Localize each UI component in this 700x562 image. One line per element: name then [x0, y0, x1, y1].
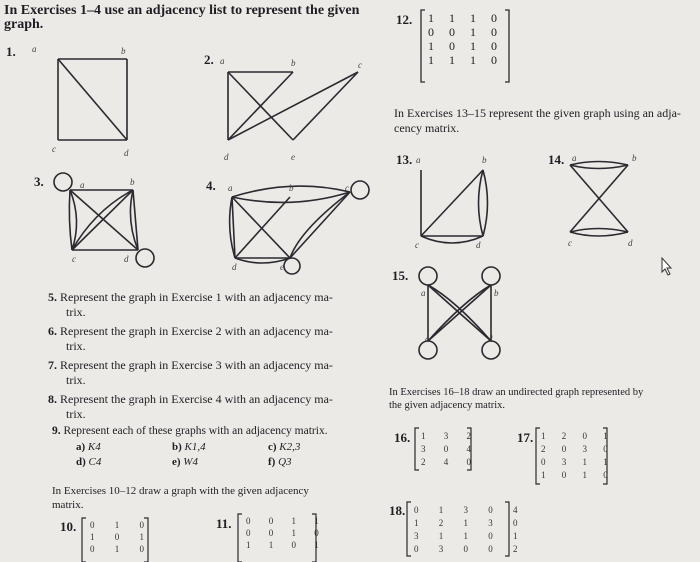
vertex-label-c: c [52, 144, 56, 154]
graph-exercise-14 [570, 162, 628, 237]
vertex-label-b: b [291, 58, 296, 68]
exercise-number-10: 10. [60, 519, 77, 534]
vertex-label-b: b [130, 177, 135, 187]
matrix-row: 1 2 0 1 [541, 431, 615, 441]
matrix-row: 2 0 3 0 [541, 444, 615, 454]
item-label: b) [172, 441, 182, 453]
graph-exercise-13 [421, 170, 488, 243]
matrix-row: 2 4 0 [421, 457, 479, 467]
vertex-label-d: d [488, 334, 493, 344]
exercise-6-cont: trix. [66, 339, 86, 353]
matrix-row: 0 0 1 1 [246, 516, 327, 526]
item-value: W4 [183, 456, 198, 468]
matrix-17 [541, 430, 615, 482]
vertex-label-c: c [425, 334, 429, 344]
vertex-label-e: e [280, 262, 284, 272]
section-heading-line2: graph. [4, 17, 44, 32]
matrix-10 [90, 519, 153, 555]
exercise-9 [52, 424, 328, 439]
exercise-8-text: Represent the graph in Exercise 4 with an adjacency ma- [60, 392, 333, 406]
exercise-number-17: 17. [517, 430, 534, 445]
exercise-number-12: 12. [396, 12, 413, 27]
matrix-11 [246, 515, 327, 551]
exercise-9-text: Represent each of these graphs with an adjacency matrix. [63, 425, 328, 437]
exercise-number-15: 15. [392, 268, 409, 283]
exercise-9-item-c [268, 440, 300, 455]
graph-exercise-4 [230, 181, 369, 274]
exercise-5-number: 5. [48, 290, 57, 304]
exercise-number-1: 1. [6, 44, 16, 59]
instruction-13-15-line1: In Exercises 13–15 represent the given graph using an adja- [394, 106, 681, 120]
item-label: a) [76, 441, 86, 453]
item-value: K2,3 [279, 441, 301, 453]
exercise-number-11: 11. [216, 516, 232, 531]
matrix-18 [414, 504, 527, 556]
matrix-row: 1 2 1 3 0 [414, 518, 527, 528]
item-value: K1,4 [184, 441, 206, 453]
matrix-12 [428, 11, 503, 67]
exercise-number-13: 13. [396, 152, 413, 167]
vertex-label-a: a [80, 180, 85, 190]
exercise-6-number: 6. [48, 324, 57, 338]
exercise-number-3: 3. [34, 174, 44, 189]
vertex-label-a: a [220, 56, 225, 66]
exercise-5-cont: trix. [66, 305, 86, 319]
exercise-7-text: Represent the graph in Exercise 3 with an adjacency ma- [60, 358, 333, 372]
matrix-row: 1 1 0 1 [246, 540, 327, 550]
matrix-row: 0 0 1 0 [428, 25, 503, 39]
matrix-row: 3 0 4 [421, 444, 479, 454]
item-value: K4 [87, 441, 101, 453]
exercise-number-16: 16. [394, 430, 411, 445]
matrix-row: 0 1 3 0 4 [414, 505, 527, 515]
instruction-10-12-line2: matrix. [52, 499, 84, 511]
vertex-label-d: d [628, 238, 633, 248]
exercise-number-2: 2. [204, 52, 214, 67]
exercise-8-cont: trix. [66, 407, 86, 421]
item-label: d) [76, 456, 86, 468]
vertex-label-c: c [415, 240, 419, 250]
matrix-row: 0 3 0 0 2 [414, 544, 527, 554]
exercise-9-number: 9. [52, 425, 61, 437]
exercise-9-item-f [268, 455, 292, 470]
exercise-6 [48, 324, 333, 339]
exercise-number-18: 18. [389, 503, 406, 518]
item-value: C4 [88, 456, 102, 468]
matrix-row: 0 1 0 [90, 544, 153, 554]
graph-exercise-15 [419, 267, 500, 359]
vertex-label-b: b [289, 183, 294, 193]
vertex-label-a: a [416, 155, 421, 165]
vertex-label-c: c [345, 183, 349, 193]
vertex-label-d: d [124, 148, 129, 158]
exercise-5-text: Represent the graph in Exercise 1 with an adjacency ma- [60, 290, 333, 304]
exercise-list-5-8 [48, 290, 333, 422]
exercise-9-item-e [172, 455, 198, 470]
matrix-row: 0 0 1 0 [246, 528, 327, 538]
section-heading-line1: In Exercises 1–4 use an adjacency list to represent the given [4, 3, 360, 18]
vertex-label-b: b [121, 46, 126, 56]
instruction-10-12-line1: In Exercises 10–12 draw a graph with the given adjacency [52, 485, 309, 497]
graph-exercise-1 [58, 59, 127, 140]
exercise-9-item-b [172, 440, 206, 455]
vertex-label-a: a [228, 183, 233, 193]
exercise-number-14: 14. [548, 152, 565, 167]
item-label: c) [268, 441, 277, 453]
item-label: f) [268, 456, 276, 468]
vertex-label-a: a [421, 288, 426, 298]
instruction-13-15-line2: cency matrix. [394, 121, 460, 135]
exercise-7-number: 7. [48, 358, 57, 372]
matrix-row: 3 1 1 0 1 [414, 531, 527, 541]
mouse-cursor-icon [662, 258, 671, 275]
vertex-label-d: d [232, 262, 237, 272]
vertex-label-c: c [568, 238, 572, 248]
vertex-label-a: a [572, 153, 577, 163]
instruction-16-18-line1: In Exercises 16–18 draw an undirected graph represented by [389, 387, 644, 398]
instruction-16-18-line2: the given adjacency matrix. [389, 400, 506, 411]
matrix-16 [421, 430, 479, 469]
exercise-8-number: 8. [48, 392, 57, 406]
vertex-label-b: b [494, 288, 499, 298]
exercise-6-text: Represent the graph in Exercise 2 with an adjacency ma- [60, 324, 333, 338]
matrix-row: 0 1 0 [90, 520, 153, 530]
exercise-5 [48, 290, 333, 305]
vertex-label-d: d [224, 152, 229, 162]
matrix-row: 1 0 1 [90, 532, 153, 542]
graph-exercise-2 [228, 72, 358, 140]
exercise-7-cont: trix. [66, 373, 86, 387]
item-label: e) [172, 456, 181, 468]
exercise-number-4: 4. [206, 178, 216, 193]
exercise-8 [48, 392, 333, 407]
vertex-label-a: a [32, 44, 37, 54]
matrix-row: 1 1 1 0 [428, 53, 503, 67]
matrix-row: 1 3 2 [421, 431, 479, 441]
vertex-label-b: b [482, 155, 487, 165]
vertex-label-c: c [358, 60, 362, 70]
vertex-label-b: b [632, 153, 637, 163]
item-value: Q3 [278, 456, 292, 468]
exercise-9-item-a [76, 440, 101, 455]
vertex-label-c: c [72, 254, 76, 264]
matrix-row: 1 0 1 0 [428, 39, 503, 53]
matrix-row: 1 1 1 0 [428, 11, 503, 25]
graph-exercise-3 [54, 173, 154, 267]
vertex-label-d: d [124, 254, 129, 264]
vertex-label-e: e [291, 152, 295, 162]
matrix-row: 0 3 1 1 [541, 457, 615, 467]
vertex-label-d: d [476, 240, 481, 250]
exercise-7 [48, 358, 333, 373]
matrix-row: 1 0 1 0 [541, 470, 615, 480]
exercise-9-item-d [76, 455, 101, 470]
